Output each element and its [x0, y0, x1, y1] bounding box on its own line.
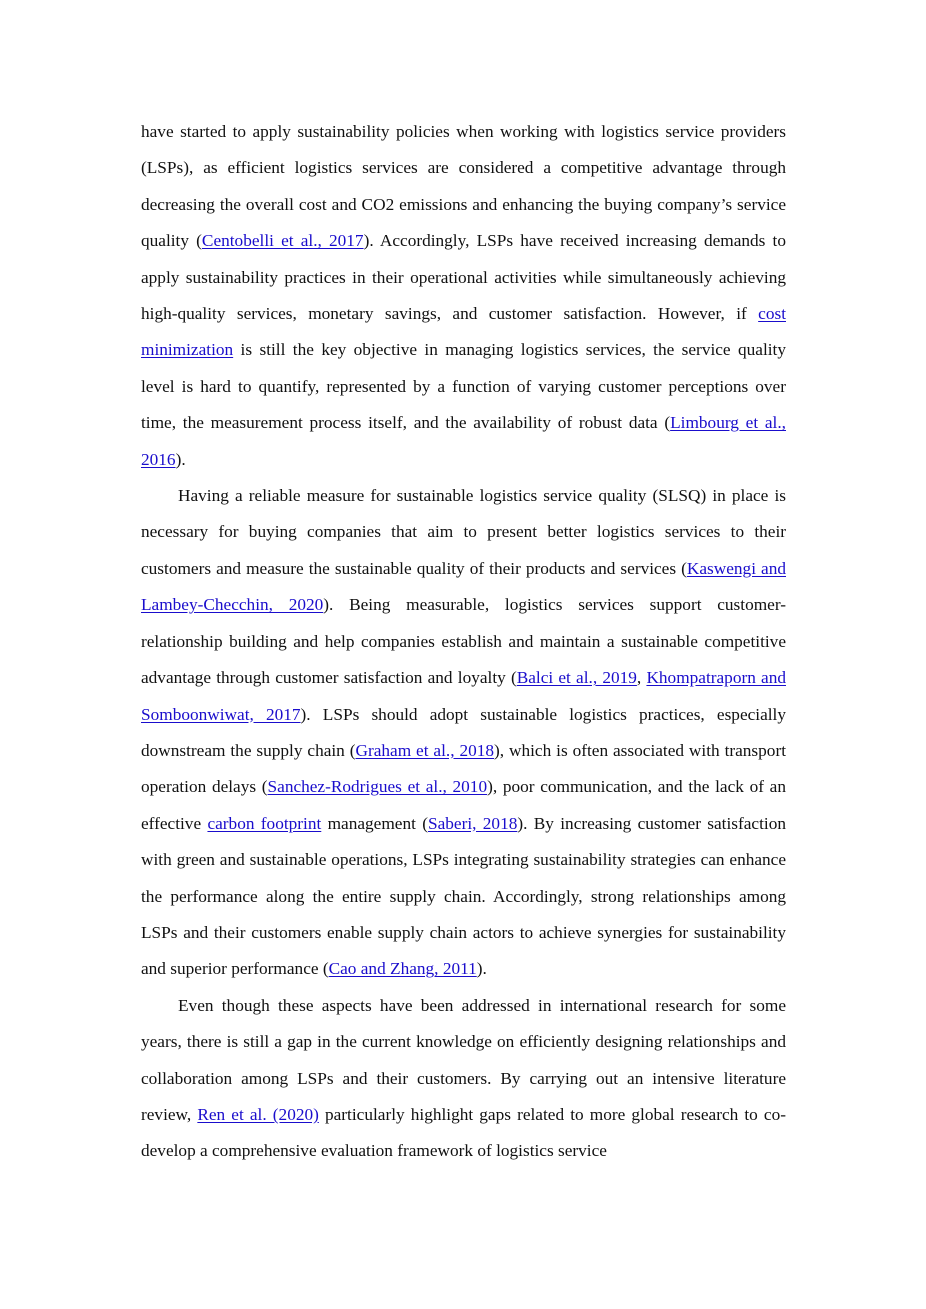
- text-run: ).: [476, 959, 487, 979]
- text-run: ).: [175, 449, 186, 469]
- text-run: ,: [636, 668, 647, 688]
- text-run: ). Accordingly, LSPs have received increasing demands to apply sustainability practices in their operational activities while simultaneously achieving high-quality services, monetary savings, and customer satisfaction. However, if: [141, 231, 786, 324]
- citation-link-khompatraporn-2017[interactable]: Khompatraporn and Somboonwiwat, 2017: [141, 668, 786, 724]
- citation-link-centobelli-2017[interactable]: Centobelli et al., 2017: [201, 231, 364, 251]
- citation-link-sanchez-rodrigues-2010[interactable]: Sanchez-Rodrigues et al., 2010: [267, 777, 488, 797]
- citation-link-saberi-2018[interactable]: Saberi, 2018: [427, 813, 518, 833]
- paragraph-1: [141, 114, 786, 478]
- text-run: Even though these aspects have been addressed in international research for some years, there is still a gap in the current knowledge on efficiently designing relationships and collaboration among LSPs and their customers. By carrying out an intensive literature review,: [141, 995, 786, 1124]
- text-run: management (: [321, 813, 428, 833]
- citation-link-graham-2018[interactable]: Graham et al., 2018: [355, 740, 495, 760]
- citation-link-ren-2020[interactable]: Ren et al. (2020): [197, 1104, 319, 1124]
- text-run: ), poor communication, and the lack of an effective: [141, 777, 786, 833]
- paragraph-3: [141, 988, 786, 1170]
- text-run: particularly highlight gaps related to more global research to co-develop a comprehensive evaluation framework of logistics service: [141, 1104, 786, 1161]
- text-run: is still the key objective in managing logistics services, the service quality level is hard to quantify, represented by a function of varying customer perceptions over time, the measurement process itself, and the availability of robust data (: [141, 340, 786, 433]
- text-run: ). LSPs should adopt sustainable logistics practices, especially downstream the supply chain (: [141, 704, 786, 760]
- citation-link-limbourg-2016[interactable]: Limbourg et al., 2016: [141, 413, 786, 469]
- term-link-cost-minimization[interactable]: cost minimization: [141, 304, 786, 360]
- text-run: ). Being measurable, logistics services support customer-relationship building and help companies establish and maintain a sustainable competitive advantage through customer satisfaction and loyalty (: [141, 595, 786, 688]
- text-run: ). By increasing customer satisfaction with green and sustainable operations, LSPs integrating sustainability strategies can enhance the performance along the entire supply chain. Accordingly, strong relationships among LSPs and their customers enable supply chain actors to achieve synergies for sustainability and superior performance (: [141, 813, 786, 979]
- text-run: Having a reliable measure for sustainable logistics service quality (SLSQ) in place is necessary for buying companies that aim to present better logistics services to their customers and measure the sustainable quality of their products and services (: [141, 486, 786, 578]
- citation-link-kaswengi-2020[interactable]: Kaswengi and Lambey-Checchin, 2020: [141, 558, 786, 615]
- text-run: ), which is often associated with transport operation delays (: [141, 740, 786, 797]
- text-run: have started to apply sustainability policies when working with logistics service providers (LSPs), as efficient logistics services are considered a competitive advantage through decreasing the overall cost and CO2 emissions and enhancing the buying company’s service quality (: [141, 122, 786, 251]
- paragraph-2: [141, 478, 786, 988]
- citation-link-balci-2019[interactable]: Balci et al., 2019: [516, 668, 637, 688]
- document-body: [141, 114, 786, 1170]
- citation-link-cao-zhang-2011[interactable]: Cao and Zhang, 2011: [328, 959, 477, 979]
- term-link-carbon-footprint[interactable]: carbon footprint: [207, 813, 322, 833]
